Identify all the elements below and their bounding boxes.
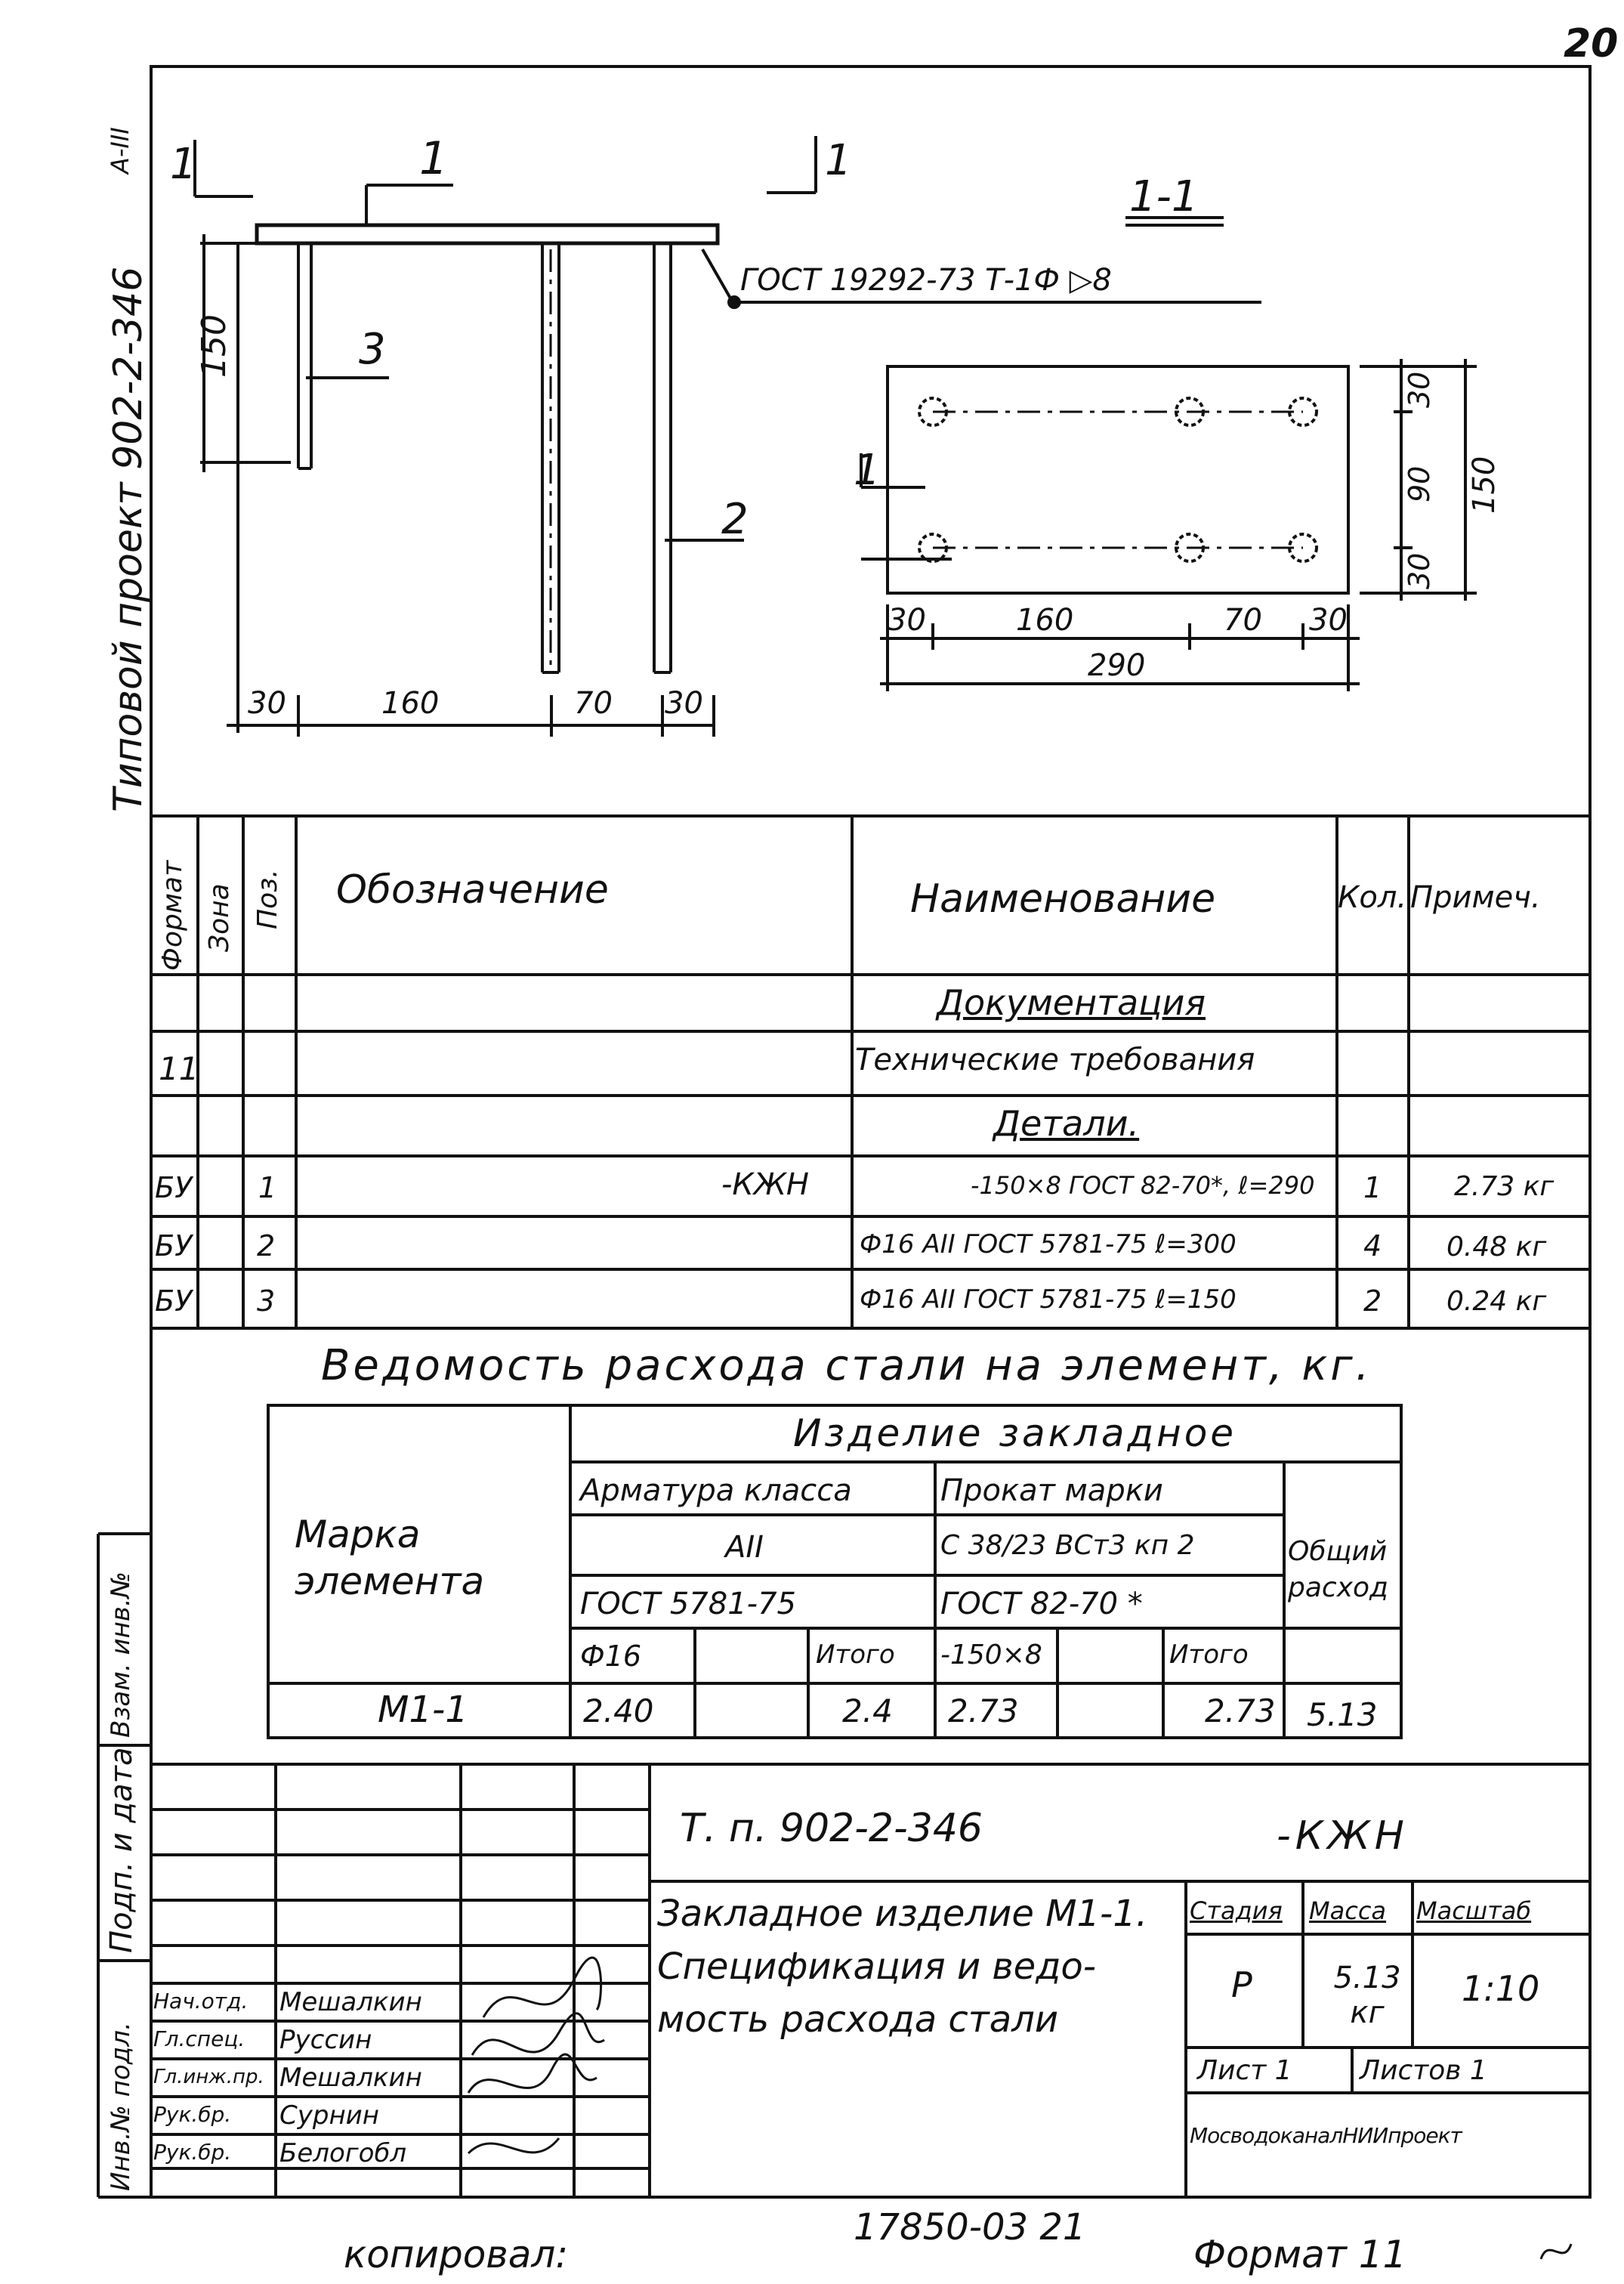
steel-item-header: Изделие закладное <box>793 1411 1237 1455</box>
spec-row-2-name: Технические требования <box>855 1043 1255 1077</box>
spec-row-6-pos: 3 <box>257 1284 276 1318</box>
stamp-stage: Р <box>1231 1964 1252 2005</box>
spec-row-4-qty: 1 <box>1363 1171 1382 1204</box>
plan-dim-right-150: 150 <box>1467 456 1502 514</box>
plan-weld-marks <box>729 297 1317 561</box>
spec-row-4-note: 2.73 кг <box>1454 1171 1555 1202</box>
spec-row-5-qty: 4 <box>1363 1229 1382 1263</box>
spec-row-4-format: БУ <box>155 1171 193 1204</box>
spec-row-5-note: 0.48 кг <box>1446 1232 1547 1263</box>
side-title: Типовой проект 902-2-346 <box>106 266 151 812</box>
spec-header-note: Примеч. <box>1410 880 1541 915</box>
drawing-frame <box>151 66 1590 2197</box>
spec-header-qty: Кол. <box>1338 880 1407 915</box>
side-label-sign-date: Подп. и дата <box>104 1747 139 1953</box>
spec-row-6-qty: 2 <box>1363 1284 1382 1318</box>
plan-dim-160: 160 <box>1016 603 1074 638</box>
spec-row-6-name: Ф16 АII ГОСТ 5781-75 ℓ=150 <box>860 1284 1237 1315</box>
steel-col-rolled-total: Итого <box>1169 1640 1249 1670</box>
stamp-org: МосводоканалНИИпроект <box>1190 2123 1462 2148</box>
steel-row-rolled: 2.73 <box>948 1692 1019 1729</box>
spec-row-6-note: 0.24 кг <box>1446 1286 1547 1317</box>
stamp-suffix: -КЖН <box>1277 1813 1409 1859</box>
steel-title: Ведомость расхода стали на элемент, кг. <box>321 1341 1372 1390</box>
spec-row-4-pos: 1 <box>258 1171 277 1204</box>
stamp-sheet: Лист 1 <box>1197 2055 1292 2086</box>
position-2-label: 2 <box>721 495 749 544</box>
steel-total-header-text: Общий расход <box>1288 1536 1388 1603</box>
signer-1-role: Нач.отд. <box>153 1989 249 2014</box>
page-number: 20 <box>1564 21 1619 66</box>
plan-dim-70: 70 <box>1224 603 1262 638</box>
spec-header-zone: Зона <box>204 883 235 952</box>
steel-col-rebar-total: Итого <box>816 1640 895 1670</box>
steel-rebar-gost: ГОСТ 5781-75 <box>580 1587 796 1621</box>
front-dim-70: 70 <box>574 686 613 721</box>
side-label-replaced-inv: Взам. инв.№ <box>106 1571 136 1738</box>
stamp-mass <box>1329 1961 1405 2030</box>
steel-row-rolled-total: 2.73 <box>1205 1692 1276 1729</box>
signer-5-role: Рук.бр. <box>153 2140 232 2165</box>
steel-total-header <box>1288 1534 1400 1606</box>
stamp-mass-label: Масса <box>1309 1896 1387 1925</box>
steel-col-rebar: Ф16 <box>580 1640 642 1673</box>
stamp-scale-label: Масштаб <box>1416 1896 1532 1925</box>
steel-row-total: 5.13 <box>1307 1696 1378 1733</box>
signer-1-name: Мешалкин <box>279 1987 422 2017</box>
spec-header-format: Формат <box>157 860 188 971</box>
plan-dim-30-left: 30 <box>888 603 926 638</box>
corner-mark: А-III <box>106 127 134 174</box>
side-label-inv-orig: Инв.№ подл. <box>106 2022 136 2191</box>
position-3-label: 3 <box>359 325 386 374</box>
spec-header-name: Наименование <box>910 876 1216 922</box>
spec-row-4-name: -150×8 ГОСТ 82-70*, ℓ=290 <box>971 1171 1315 1200</box>
position-1-label: 1 <box>419 132 449 185</box>
plan-dim-right-30-top: 30 <box>1403 371 1436 408</box>
signer-5-name: Белогобл <box>279 2138 407 2168</box>
plan-dim-right-90: 90 <box>1403 465 1436 502</box>
steel-row-rebar: 2.40 <box>583 1692 654 1729</box>
signer-4-role: Рук.бр. <box>153 2102 232 2127</box>
plan-position-1: 1 <box>854 446 881 495</box>
spec-header-designation: Обозначение <box>336 867 609 913</box>
spec-row-5-format: БУ <box>155 1229 193 1263</box>
steel-mark-header-text: Марка элемента <box>295 1513 485 1603</box>
format-label: Формат 11 <box>1193 2233 1407 2276</box>
plan-dim-290: 290 <box>1088 648 1146 683</box>
steel-rebar-header: Арматура класса <box>580 1473 852 1508</box>
steel-col-rolled: -150×8 <box>940 1640 1042 1671</box>
signer-4-name: Сурнин <box>279 2100 379 2131</box>
spec-row-3-name: Детали. <box>993 1103 1140 1144</box>
front-dim-30-left: 30 <box>248 686 286 721</box>
signer-3-role: Гл.инж.пр. <box>153 2066 264 2088</box>
dim-height-150: 150 <box>195 314 233 378</box>
steel-mark-header <box>295 1511 551 1605</box>
copied-by: копировал: <box>344 2233 569 2276</box>
weld-note: ГОСТ 19292-73 Т-1Ф ▷8 <box>740 263 1112 298</box>
section-label: 1-1 <box>1129 172 1199 221</box>
front-dim-160: 160 <box>381 686 440 721</box>
spec-row-4-designation: -КЖН <box>721 1167 809 1202</box>
plan-dim-30-right: 30 <box>1309 603 1348 638</box>
spec-row-5-name: Ф16 АII ГОСТ 5781-75 ℓ=300 <box>860 1229 1237 1259</box>
signer-2-role: Гл.спец. <box>153 2026 245 2051</box>
signer-2-name: Руссин <box>279 2025 372 2055</box>
steel-row-mark: М1-1 <box>378 1689 468 1731</box>
stamp-stage-label: Стадия <box>1190 1896 1283 1925</box>
steel-rolled-gost: ГОСТ 82-70 * <box>940 1587 1143 1621</box>
stamp-scale: 1:10 <box>1462 1968 1540 2009</box>
signer-3-name: Мешалкин <box>279 2063 422 2093</box>
spec-row-1-name: Документация <box>937 982 1206 1023</box>
stamp-code: Т. п. 902-2-346 <box>680 1806 983 1851</box>
steel-rebar-class: АII <box>725 1530 764 1565</box>
stamp-mass-text: 5.13 кг <box>1333 1961 1401 2030</box>
steel-row-rebar-total: 2.4 <box>842 1692 893 1729</box>
spec-row-5-pos: 2 <box>257 1229 276 1263</box>
stamp-sheets: Листов 1 <box>1360 2055 1487 2086</box>
section-marker-right: 1 <box>825 136 852 185</box>
archive-number: 17850-03 21 <box>854 2206 1086 2248</box>
spec-row-2-format: 11 <box>159 1050 199 1087</box>
spec-row-6-format: БУ <box>155 1284 193 1318</box>
spec-header-pos: Поз. <box>252 869 283 929</box>
stamp-title-line-3: мость расхода стали <box>657 1998 1059 2041</box>
stamp-title-line-2: Спецификация и ведо- <box>657 1946 1097 1988</box>
steel-rolled-mark: С 38/23 ВСт3 кп 2 <box>940 1530 1195 1561</box>
front-dim-30-right: 30 <box>665 686 703 721</box>
stamp-title-line-1: Закладное изделие М1-1. <box>657 1893 1148 1935</box>
plan-dim-right-30-bottom: 30 <box>1403 552 1436 589</box>
steel-rolled-header: Прокат марки <box>940 1473 1163 1508</box>
section-marker-left: 1 <box>170 140 197 189</box>
